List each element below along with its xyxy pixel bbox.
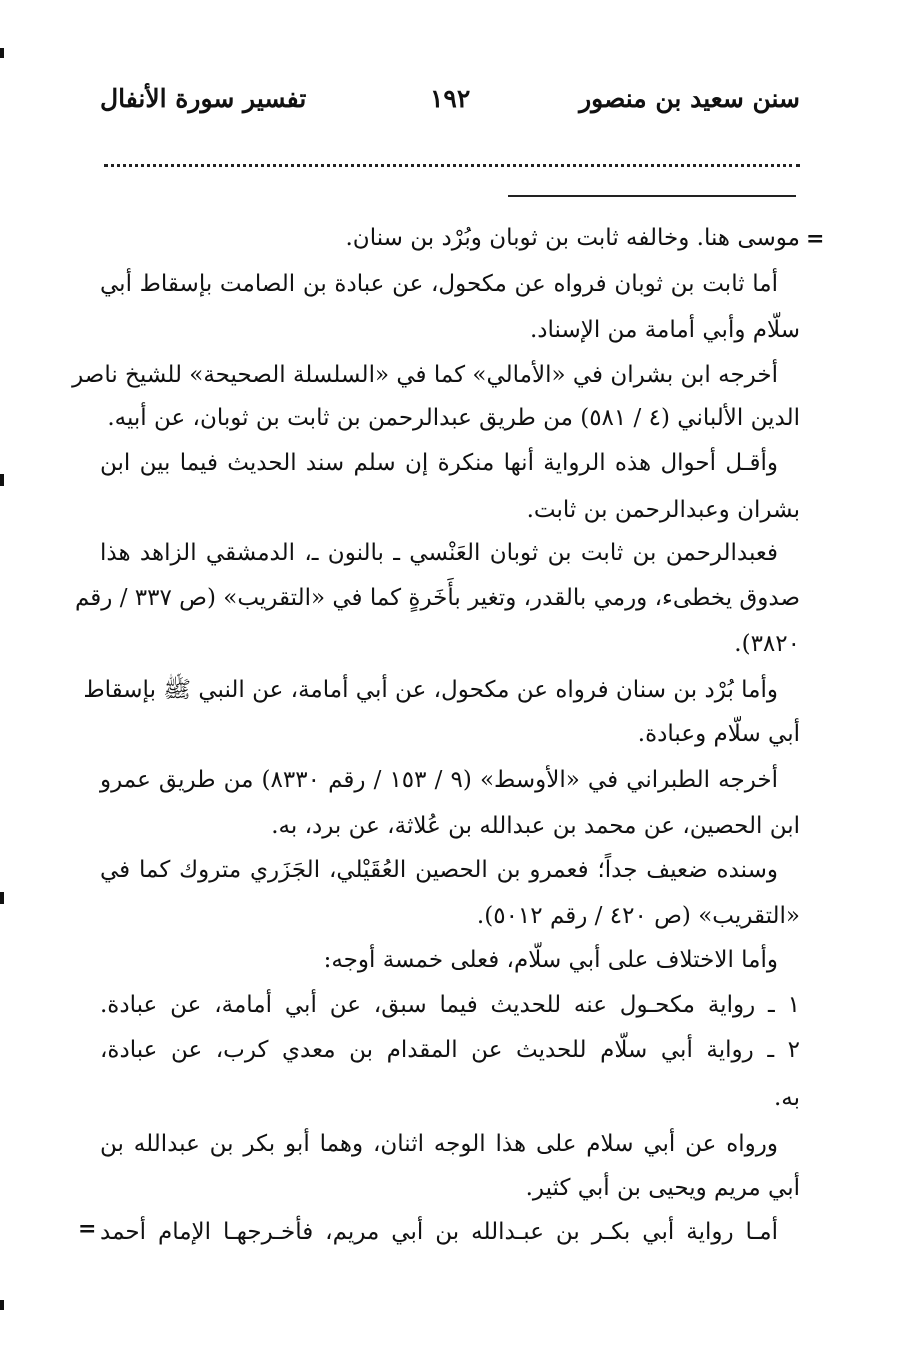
text-line: بشران وعبدالرحمن بن ثابت. bbox=[526, 497, 800, 523]
text-line: أمـا رواية أبي بكـر بن عبـدالله بن أبي مريم، فأخـرجهـا الإمام أحمد bbox=[100, 1219, 778, 1245]
text-line: ورواه عن أبي سلام على هذا الوجه اثنان، وهما أبو بكر بن عبدالله بن bbox=[100, 1131, 778, 1157]
text-line: سلّام وأبي أمامة من الإسناد. bbox=[529, 317, 800, 343]
book-title: سنن سعيد بن منصور bbox=[579, 84, 800, 113]
text-line: الدين الألباني (٤ / ٥٨١) من طريق عبدالرحمن بن ثابت بن ثوبان، عن أبيه. bbox=[107, 405, 800, 431]
text-line: موسى هنا. وخالفه ثابت بن ثوبان وبُرْد بن سنان. bbox=[345, 225, 800, 251]
continuation-mark-start: = bbox=[806, 226, 825, 252]
text-line: وأما بُرْد بن سنان فرواه عن مكحول، عن أبي أمامة، عن النبي ﷺ بإسقاط bbox=[83, 677, 778, 703]
text-line: أبي سلّام وعبادة. bbox=[637, 721, 800, 747]
running-header bbox=[100, 84, 800, 124]
section-title: تفسير سورة الأنفال bbox=[100, 84, 307, 113]
text-line: وأما الاختلاف على أبي سلّام، فعلى خمسة أوجه: bbox=[323, 947, 778, 973]
text-line: «التقريب» (ص ٤٢٠ / رقم ٥٠١٢). bbox=[476, 903, 800, 929]
continuation-mark-end: = bbox=[78, 1216, 97, 1242]
text-line: ابن الحصين، عن محمد بن عبدالله بن عُلاثة، عن برد، به. bbox=[271, 813, 800, 839]
page-number: ١٩٢ bbox=[430, 84, 471, 113]
scan-edge-mark bbox=[0, 1300, 4, 1310]
text-line: أخرجه ابن بشران في «الأمالي» كما في «السلسلة الصحيحة» للشيخ ناصر bbox=[72, 362, 778, 388]
text-line: ١ ـ رواية مكحـول عنه للحديث فيما سبق، عن أبي أمامة، عن عبادة. bbox=[100, 992, 800, 1018]
text-line: ٣٨٢٠). bbox=[734, 631, 800, 657]
text-line: فعبدالرحمن بن ثابت بن ثوبان العَنْسي ـ بالنون ـ، الدمشقي الزاهد هذا bbox=[100, 540, 778, 566]
dotted-separator bbox=[104, 164, 800, 167]
footnote-rule bbox=[508, 195, 796, 197]
text-line: وأقـل أحوال هذه الرواية أنها منكرة إن سلم سند الحديث فيما بين ابن bbox=[100, 450, 778, 476]
scan-edge-mark bbox=[0, 892, 4, 904]
text-line: ٢ ـ رواية أبي سلّام للحديث عن المقدام بن معدي كرب، عن عبادة، bbox=[100, 1037, 800, 1063]
text-line: أبي مريم ويحيى بن أبي كثير. bbox=[525, 1175, 800, 1201]
scan-edge-mark bbox=[0, 48, 4, 58]
scan-edge-mark bbox=[0, 474, 4, 486]
text-line: صدوق يخطىء، ورمي بالقدر، وتغير بأَخَرةٍ كما في «التقريب» (ص ٣٣٧ / رقم bbox=[75, 585, 800, 611]
text-line: به. bbox=[773, 1085, 800, 1111]
text-line: وسنده ضعيف جداً؛ فعمرو بن الحصين العُقَيْلي، الجَزَري متروك كما في bbox=[100, 857, 778, 883]
text-line: أما ثابت بن ثوبان فرواه عن مكحول، عن عبادة بن الصامت بإسقاط أبي bbox=[100, 271, 778, 297]
text-line: أخرجه الطبراني في «الأوسط» (٩ / ١٥٣ / رقم ٨٣٣٠) من طريق عمرو bbox=[100, 767, 779, 793]
